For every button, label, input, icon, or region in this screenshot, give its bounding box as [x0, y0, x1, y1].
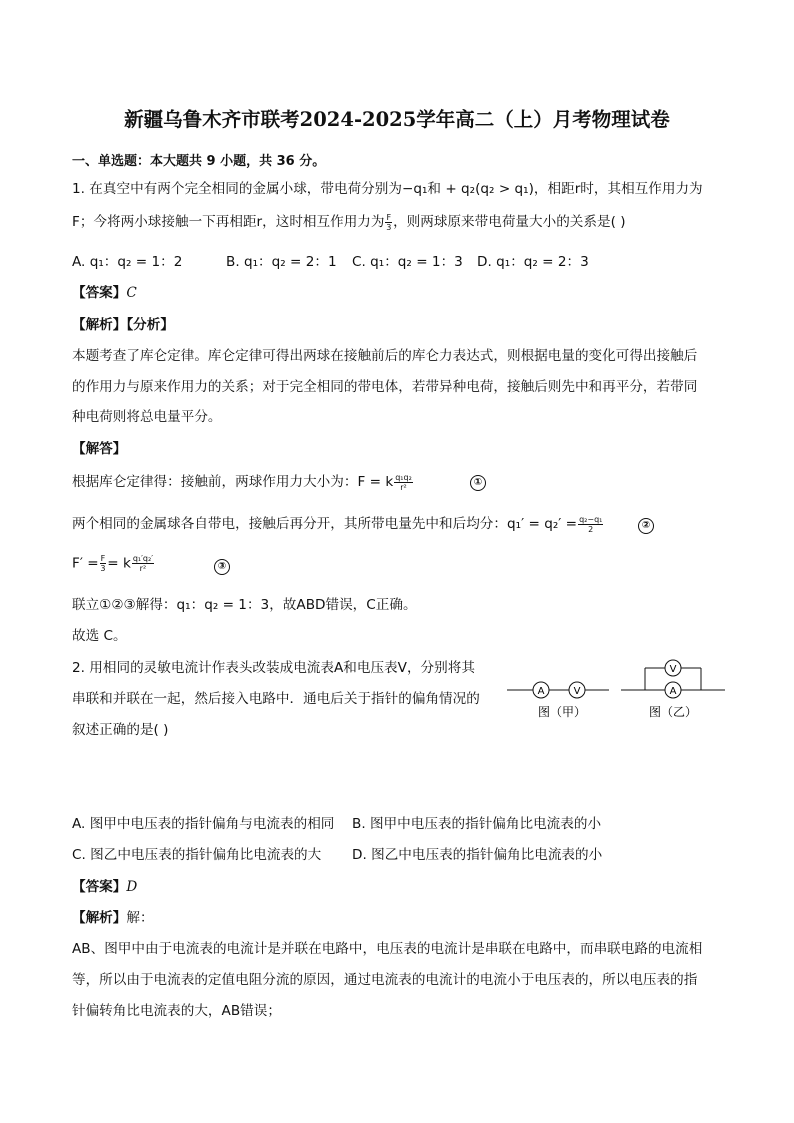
- circle-mark: ②: [638, 518, 654, 534]
- q1-line2-tail: ，则两球原来带电荷量大小的关系是( ): [393, 214, 626, 230]
- q1-option-d: D. q₁：q₂ = 2：3: [477, 254, 589, 270]
- q2-analysis-line: AB、图甲中由于电流表的电流计是并联在电路中，电压表的电流计是串联在电路中，而串联电路的电流相: [72, 941, 703, 957]
- step3-frac1: [100, 554, 107, 573]
- frac-num: q₁q₂: [395, 472, 412, 482]
- q2-analysis-head: [72, 906, 154, 926]
- answer-value: C: [126, 285, 137, 301]
- step1-frac: [394, 473, 413, 492]
- q1-analysis-line: 的作用力与原来作用力的关系；对于完全相同的带电体，若带异种电荷，接触后则先中和再平分，若带同: [72, 379, 698, 395]
- q1-step-3: [72, 554, 155, 573]
- q1-analysis-line: 种电荷则将总电量平分。: [72, 409, 222, 425]
- q1-frac: [385, 213, 392, 232]
- circle-2: [638, 516, 654, 534]
- figure-jia: [507, 682, 609, 719]
- frac-den: 3: [100, 564, 106, 573]
- voltmeter-letter: V: [573, 686, 581, 697]
- frac-num: F: [386, 212, 392, 222]
- figure-yi-label: 图（乙）: [648, 705, 698, 719]
- frac-den: 3: [386, 222, 392, 232]
- q1-option-a: A. q₁：q₂ = 1：2: [72, 254, 183, 270]
- q1-line2-text: F；今将两小球接触一下再相距r，这时相互作用力为: [72, 214, 385, 230]
- q2-option-d: D. 图乙中电压表的指针偏角比电流表的小: [352, 847, 603, 863]
- frac-num: F: [100, 554, 106, 563]
- q2-line: 2. 用相同的灵敏电流计作表头改装成电流表A和电压表V，分别将其: [72, 660, 475, 676]
- answer-label: 【答案】: [72, 879, 127, 895]
- step3-mid: = k: [107, 555, 131, 572]
- q1-step-2: [72, 512, 604, 534]
- step2-frac: [578, 515, 603, 534]
- answer-value: D: [126, 879, 138, 895]
- circle-mark: ③: [214, 559, 230, 575]
- ammeter-letter: A: [669, 686, 677, 697]
- q1-line2: [72, 210, 626, 232]
- frac-den: r²: [139, 564, 147, 573]
- figure-yi: [621, 660, 725, 719]
- ammeter-letter: A: [537, 686, 545, 697]
- voltmeter-letter: V: [669, 664, 677, 675]
- q2-analysis-line: 针偏转角比电流表的大，AB错误；: [72, 1003, 281, 1019]
- frac-den: 2: [588, 524, 594, 534]
- circle-3: [214, 557, 230, 575]
- step1-text: 根据库仑定律得：接触前，两球作用力大小为：F = k: [72, 474, 394, 490]
- q1-option-c: C. q₁：q₂ = 1：3: [352, 254, 463, 270]
- page-title: 新疆乌鲁木齐市联考2024-2025学年高二（上）月考物理试卷: [124, 108, 670, 131]
- q2-option-c: C. 图乙中电压表的指针偏角比电流表的大: [72, 847, 322, 863]
- q2-answer: [72, 875, 137, 895]
- q1-analysis-line: 本题考查了库仑定律。库仑定律可得出两球在接触前后的库仑力表达式，则根据电量的变化可得出接触后: [72, 348, 698, 364]
- frac-num: q₁′q₂′: [132, 554, 154, 563]
- figure-jia-label: 图（甲）: [537, 705, 587, 719]
- q1-line1: 1. 在真空中有两个完全相同的金属小球，带电荷分别为−q₁和 + q₂(q₂ > q₁)，相距r时，其相互作用力为: [72, 181, 703, 197]
- q1-solve-label: 【解答】: [72, 441, 127, 457]
- q2-option-a: A. 图甲中电压表的指针偏角与电流表的相同: [72, 816, 335, 832]
- q1-answer: [72, 281, 137, 301]
- q2-option-b: B. 图甲中电压表的指针偏角比电流表的小: [352, 816, 602, 832]
- q1-choose: 故选 C。: [72, 628, 127, 644]
- q1-option-b: B. q₁：q₂ = 2：1: [226, 254, 337, 270]
- circle-1: [470, 473, 486, 491]
- answer-label: 【答案】: [72, 285, 127, 301]
- q2-line: 串联和并联在一起，然后接入电路中．通电后关于指针的偏角情况的: [72, 691, 480, 707]
- section-heading: 一、单选题：本大题共 9 小题，共 36 分。: [72, 154, 326, 169]
- q1-joint: 联立①②③解得：q₁：q₂ = 1：3，故ABD错误，C正确。: [72, 597, 417, 613]
- circle-mark: ①: [470, 475, 486, 491]
- analysis-label: 【解析】: [72, 910, 127, 926]
- q1-analysis-label: 【解析】【分析】: [72, 317, 174, 333]
- step3-frac2: [132, 554, 154, 573]
- analysis-head: 解：: [126, 910, 154, 926]
- q2-analysis-line: 等，所以由于电流表的定值电阻分流的原因，通过电流表的电流计的电流小于电压表的，所以电压表的指: [72, 972, 698, 988]
- frac-den: r²: [400, 482, 407, 492]
- q2-line: 叙述正确的是( ): [72, 722, 169, 738]
- step2-text: 两个相同的金属球各自带电，接触后再分开，其所带电量先中和后均分：q₁′ = q₂′ =: [72, 516, 578, 532]
- circuit-figure: [505, 652, 727, 724]
- q1-step-1: [72, 470, 414, 492]
- step3-text: F′ =: [72, 555, 99, 572]
- frac-num: q₂−q₁: [579, 514, 603, 524]
